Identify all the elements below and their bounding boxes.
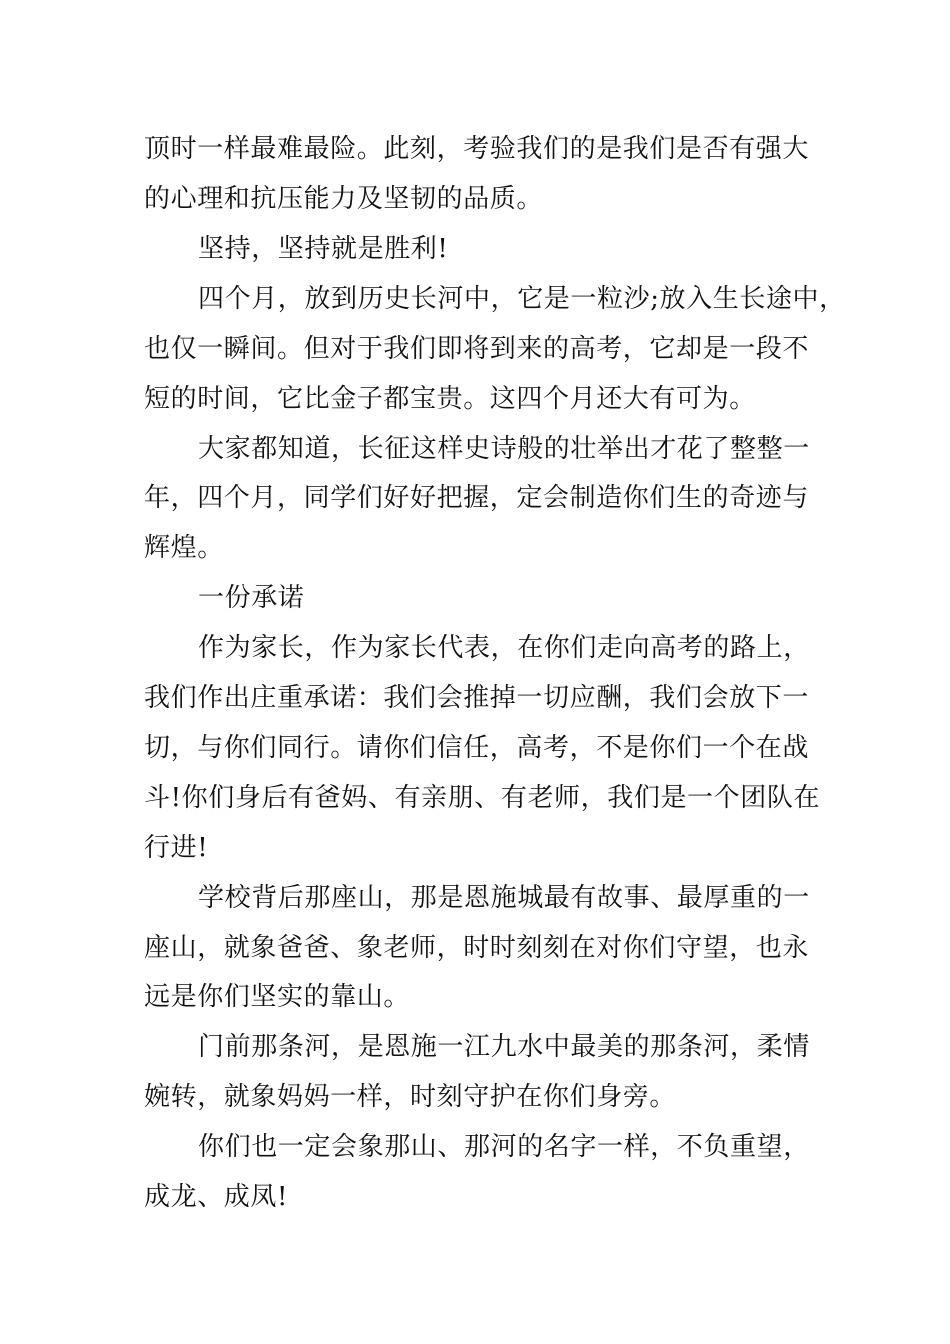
text-line: 婉转，就象妈妈一样，时刻守护在你们身旁。 <box>144 1082 677 1112</box>
text-line: 一份承诺 <box>198 583 305 613</box>
text-line: 也仅一瞬间。但对于我们即将到来的高考，它却是一段不 <box>144 334 810 364</box>
text-line: 门前那条河，是恩施一江九水中最美的那条河，柔情 <box>198 1032 810 1062</box>
text-line: 顶时一样最难最险。此刻，考验我们的是我们是否有强大 <box>144 134 810 164</box>
text-line: 切，与你们同行。请你们信任，高考，不是你们一个在战 <box>144 733 810 763</box>
text-line: 斗!你们身后有爸妈、有亲朋、有老师，我们是一个团队在 <box>144 783 821 813</box>
text-line: 行进! <box>144 833 209 863</box>
text-line: 四个月，放到历史长河中，它是一粒沙;放入生长途中， <box>198 284 846 314</box>
text-line: 成龙、成凤! <box>144 1182 289 1212</box>
text-line: 坚持，坚持就是胜利! <box>198 234 449 264</box>
text-line: 短的时间，它比金子都宝贵。这四个月还大有可为。 <box>144 384 756 414</box>
text-line: 大家都知道，长征这样史诗般的壮举出才花了整整一 <box>198 434 810 464</box>
text-line: 远是你们坚实的靠山。 <box>144 982 411 1012</box>
text-line: 作为家长，作为家长代表，在你们走向高考的路上， <box>198 633 810 663</box>
text-line: 座山，就象爸爸、象老师，时时刻刻在对你们守望，也永 <box>144 933 810 963</box>
text-line: 我们作出庄重承诺：我们会推掉一切应酬，我们会放下一 <box>144 683 810 713</box>
text-line: 的心理和抗压能力及坚韧的品质。 <box>144 184 544 214</box>
text-line: 学校背后那座山，那是恩施城最有故事、最厚重的一 <box>198 883 810 913</box>
text-line: 年，四个月，同学们好好把握，定会制造你们生的奇迹与 <box>144 483 810 513</box>
text-line: 你们也一定会象那山、那河的名字一样，不负重望， <box>198 1132 810 1162</box>
text-line: 辉煌。 <box>144 533 224 563</box>
